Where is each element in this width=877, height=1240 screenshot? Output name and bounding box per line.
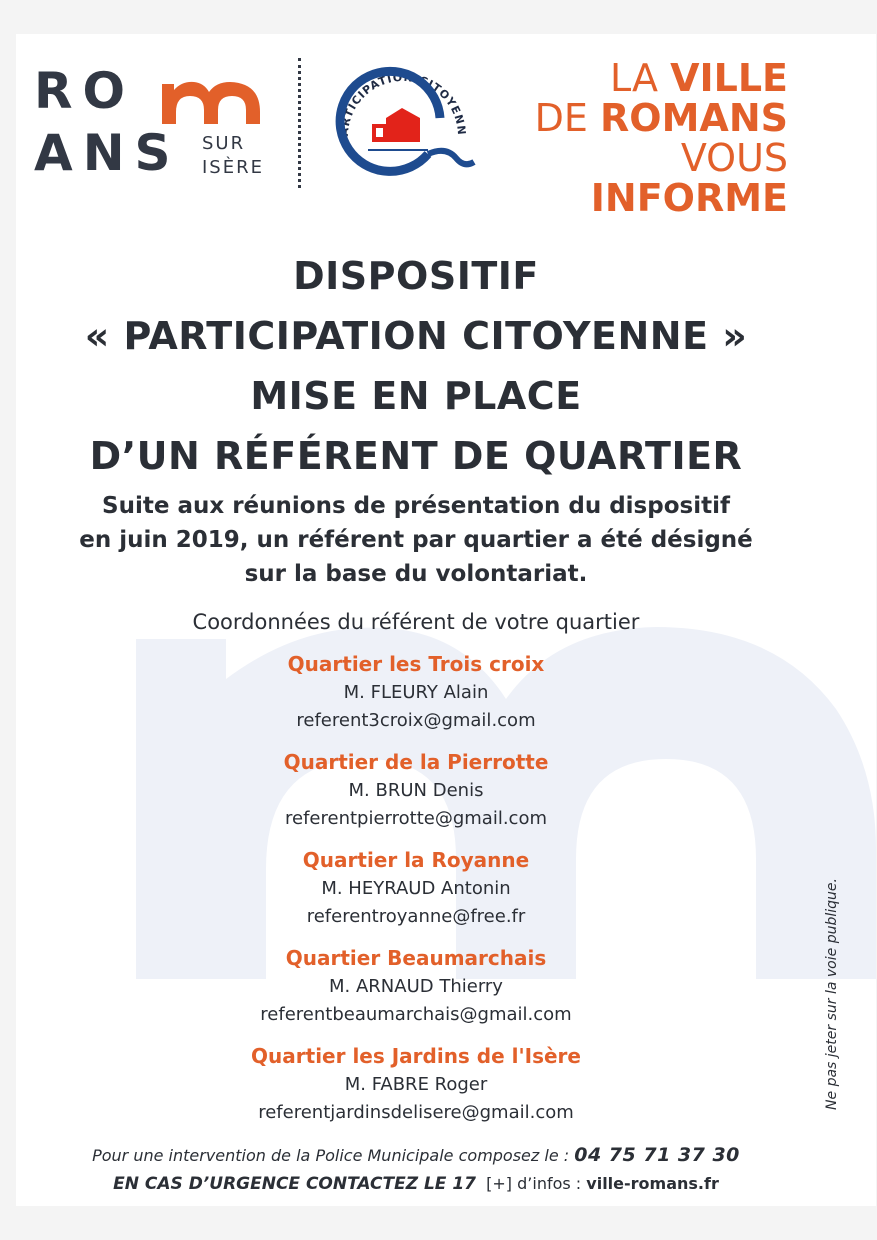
header-divider <box>298 58 301 188</box>
logo-text-ro: RO <box>34 62 136 120</box>
footer-police: Pour une intervention de la Police Municipale composez le : 04 75 71 37 30 <box>92 1144 740 1166</box>
intro-paragraph: Suite aux réunions de présentation du dispositif en juin 2019, un référent par quartier a été désigné sur la base du volontariat. <box>79 493 753 587</box>
title-line: « PARTICIPATION CITOYENNE » <box>84 314 748 358</box>
flyer-page <box>16 34 876 1206</box>
referent-name: M. HEYRAUD Antonin <box>321 878 511 899</box>
referent-email[interactable]: referentpierrotte@gmail.com <box>285 808 547 829</box>
title-line: MISE EN PLACE <box>250 374 582 418</box>
referent-name: M. ARNAUD Thierry <box>329 976 503 997</box>
side-note: Ne pas jeter sur la voie publique. <box>824 878 840 1110</box>
district-name: Quartier de la Pierrotte <box>283 750 549 774</box>
title-line: D’UN RÉFÉRENT DE QUARTIER <box>89 434 743 478</box>
district-name: Quartier Beaumarchais <box>285 946 547 970</box>
main-title <box>16 246 816 486</box>
referent-name: M. FLEURY Alain <box>343 682 489 703</box>
district-name: Quartier la Royanne <box>302 848 530 872</box>
title-line: DISPOSITIF <box>293 254 539 298</box>
list-item <box>16 845 816 943</box>
referent-email[interactable]: referentbeaumarchais@gmail.com <box>260 1004 572 1025</box>
district-list <box>16 649 816 1139</box>
logo-sur-isere: SUR ISÈRE <box>202 133 264 178</box>
district-name: Quartier les Jardins de l'Isère <box>251 1044 581 1068</box>
coordinates-heading: Coordonnées du référent de votre quartier <box>192 610 640 634</box>
district-name: Quartier les Trois croix <box>287 652 545 676</box>
list-item <box>16 1041 816 1139</box>
footer-urgent: EN CAS D’URGENCE CONTACTEZ LE 17 [+] d’infos : ville-romans.fr <box>113 1174 719 1194</box>
logo-m-icon <box>156 78 266 126</box>
police-phone[interactable]: 04 75 71 37 30 <box>574 1144 740 1166</box>
referent-name: M. FABRE Roger <box>344 1074 488 1095</box>
website-link[interactable]: ville-romans.fr <box>586 1174 719 1193</box>
participation-citoyenne-logo <box>328 58 478 198</box>
referent-email[interactable]: referentjardinsdelisere@gmail.com <box>258 1102 574 1123</box>
list-item <box>16 747 816 845</box>
urgent-notice: EN CAS D’URGENCE CONTACTEZ LE 17 <box>113 1174 476 1194</box>
list-item <box>16 649 816 747</box>
referent-email[interactable]: referent3croix@gmail.com <box>296 710 536 731</box>
list-item <box>16 943 816 1041</box>
referent-name: M. BRUN Denis <box>348 780 484 801</box>
romans-sur-isere-logo <box>34 62 284 182</box>
logo-text-ans: ANS <box>34 124 181 182</box>
ville-informe-heading: LA VILLE DE ROMANS VOUS INFORME <box>534 56 788 220</box>
participation-citoyenne-logo-text: ARTICIPATION CITOYENN <box>337 70 469 137</box>
referent-email[interactable]: referentroyanne@free.fr <box>306 906 526 927</box>
